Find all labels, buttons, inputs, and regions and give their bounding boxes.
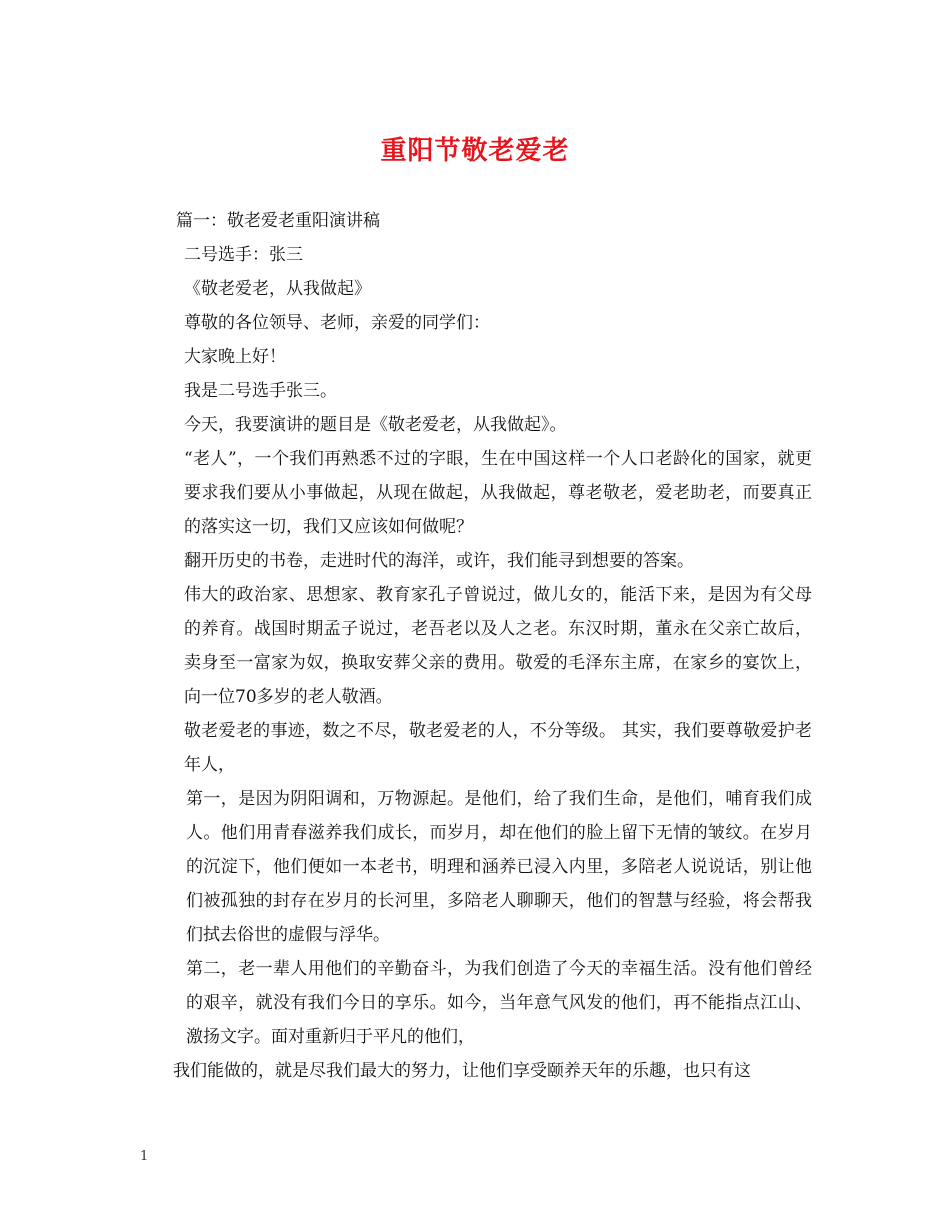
intro-line: 我是二号选手张三。 bbox=[184, 381, 337, 401]
document-body bbox=[140, 204, 812, 1088]
speech-title-line: 《敬老爱老，从我做起》 bbox=[184, 279, 371, 299]
document-title: 重阳节敬老爱老 bbox=[380, 136, 570, 166]
intro-line: 今天，我要演讲的题目是《敬老爱老，从我做起》。 bbox=[184, 415, 567, 435]
body-paragraph: 我们能做的，就是尽我们最大的努力，让他们享受颐养天年的乐趣，也只有这 bbox=[173, 1061, 751, 1081]
greeting-line: 大家晚上好！ bbox=[184, 347, 286, 367]
section-heading: 篇一：敬老爱老重阳演讲稿 bbox=[176, 211, 380, 231]
body-paragraph: 翻开历史的书卷，走进时代的海洋，或许，我们能寻到想要的答案。 bbox=[184, 551, 694, 571]
body-paragraph: 伟大的政治家、思想家、教育家孔子曾说过，做儿女的，能活下来，是因为有父母的养育。战国时期孟子说过，老吾老以及人之老。东汉时期，董永在父亲亡故后，卖身至一富家为奴，换取安葬父亲的费用。敬爱的毛泽东主席，在家乡的宴饮上，向一位70多岁的老人敬酒。 bbox=[184, 585, 812, 707]
greeting-line: 尊敬的各位领导、老师，亲爱的同学们： bbox=[184, 313, 490, 333]
body-paragraph: 第二，老一辈人用他们的辛勤奋斗，为我们创造了今天的幸福生活。没有他们曾经的艰辛，就没有我们今日的享乐。如今，当年意气风发的他们，再不能指点江山、激扬文字。面对重新归于平凡的他们， bbox=[186, 959, 812, 1047]
page-number: 1 bbox=[140, 1149, 149, 1164]
body-paragraph: “老人”，一个我们再熟悉不过的字眼，生在中国这样一个人口老龄化的国家，就更要求我们要从小事做起，从现在做起，从我做起，尊老敬老，爱老助老，而要真正的落实这一切，我们又应该如何做呢？ bbox=[184, 449, 812, 537]
speaker-line: 二号选手：张三 bbox=[184, 245, 303, 265]
body-paragraph: 敬老爱老的事迹，数之不尽，敬老爱老的人，不分等级。 其实，我们要尊敬爱护老年人， bbox=[184, 721, 812, 775]
body-paragraph: 第一，是因为阴阳调和，万物源起。是他们，给了我们生命，是他们，哺育我们成人。他们用青春滋养我们成长，而岁月，却在他们的脸上留下无情的皱纹。在岁月的沉淀下，他们便如一本老书，明理和涵养已浸入内里，多陪老人说说话，别让他们被孤独的封存在岁月的长河里，多陪老人聊聊天，他们的智慧与经验，将会帮我们拭去俗世的虚假与浮华。 bbox=[186, 789, 812, 945]
